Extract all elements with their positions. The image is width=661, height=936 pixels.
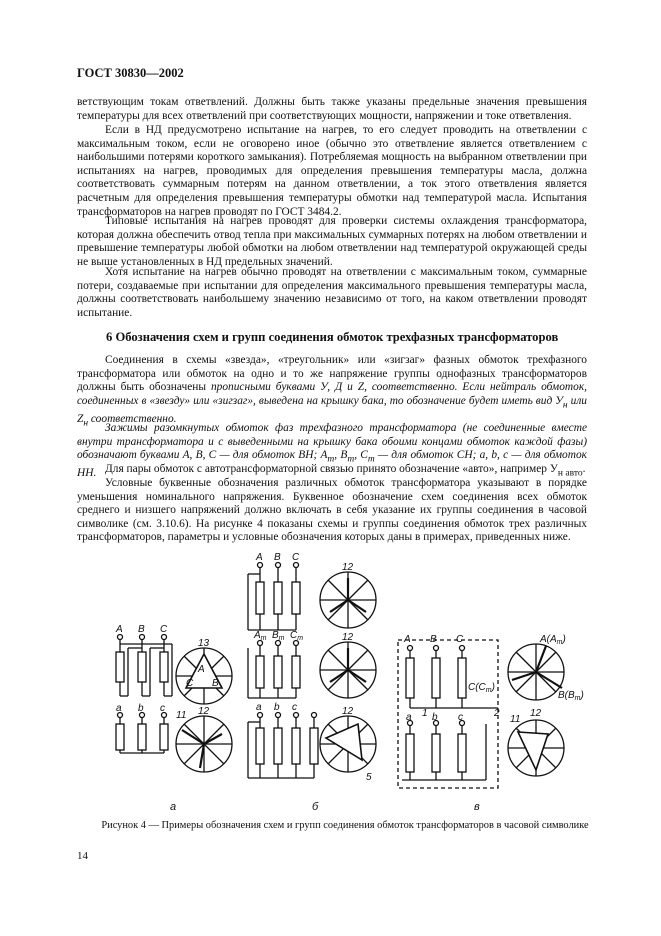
- terminal-label: $B_m$: [272, 630, 285, 642]
- terminal-label: C: [292, 552, 300, 563]
- terminal-label: A: [256, 552, 263, 563]
- terminal-label: b: [432, 712, 438, 723]
- terminal-label: c: [292, 702, 297, 713]
- terminal-label: b: [138, 703, 144, 714]
- figure-caption: Рисунок 4 — Примеры обозначения схем и групп соединения обмоток трансформаторов в часовой символике: [101, 820, 589, 831]
- terminal-label: A: [116, 624, 123, 635]
- panel-label-b: б: [312, 801, 319, 813]
- clock-number: 2: [494, 708, 500, 719]
- panel-label-c: в: [474, 801, 480, 813]
- paragraph: Хотя испытание на нагрев обычно проводят на ответвлении с максимальным током, суммарные потери, создаваемые при испытании для определения максимального превышения температуры масла, должны соответствовать наибольшему значению независимо от того, на каком ответвлении проводят испытание.: [77, 266, 587, 319]
- clock-number: 12: [342, 562, 354, 573]
- terminal-label: a: [406, 712, 412, 723]
- clock-number: 5: [366, 772, 372, 783]
- clock-number: 12: [342, 632, 354, 643]
- section-paragraph: Условные буквенные обозначения различных обмоток трансформатора указывают в порядке уменьшения номинального напряжения. Буквенное обозначение схем соединения всех обмоток среднего и низшего напряжений должно включать в себя указание их группы соединения в часовой символике (см. 3.10.6). На рисунке 4 показаны схемы и группы соединения обмоток трех различных трансформаторов, параметры и условные обозначения которых даны в примерах, приведенных ниже.: [77, 477, 587, 544]
- terminal-label: B: [138, 624, 145, 635]
- paragraph: Типовые испытания на нагрев проводят для проверки системы охлаждения трансформатора, которая должна обеспечить отвод тепла при максимальных суммарных потерях на любом ответвлении и превышение температуры любой обмотки на любом ответвлении над температурой окружающей среды не выше установленных в НД предельных значений.: [77, 215, 587, 268]
- paragraph: ветствующим токам ответвлений. Должны быть также указаны предельные значения превышения температуры для всех ответвлений при соответствующих мощности, напряжении и токе ответвления.: [77, 96, 587, 122]
- section-title: 6 Обозначения схем и групп соединения обмоток трехфазных трансформаторов: [106, 330, 559, 344]
- clock-number: 13: [198, 638, 210, 649]
- terminal-label: A: [404, 634, 411, 645]
- terminal-label: C: [456, 634, 464, 645]
- terminal-label: B: [274, 552, 281, 563]
- winding-diagrams-figure: [100, 548, 600, 813]
- terminal-label: C: [160, 624, 168, 635]
- clock-number: 12: [198, 706, 210, 717]
- clock-phase-label: B: [212, 678, 219, 689]
- terminal-label: a: [256, 702, 262, 713]
- paragraph: Если в НД предусмотрено испытание на нагрев, то его следует проводить на ответвлении с максимальным током, если не оговорено иное (обычно это ответвление является ответвлением с наибольшими потерями короткого замыкания). Потребляемая мощность на выбранном ответвлении при испытаниях на нагрев, проводимых для определения превышения температуры масла, должна соответствовать суммарным потерям на данном ответвлении, а ток этого ответвления является расчетным для определения превышения температуры обмотки над температурой масла. Испытания трансформаторов на нагрев проводят по ГОСТ 3484.2.: [77, 124, 587, 218]
- section-paragraph: Соединения в схемы «звезда», «треугольник» или «зигзаг» фазных обмоток трехфазного трансформатора или обмоток на одно и то же напряжение группы однофазных трансформаторов должны быть обозначены прописными буквами У, Д и Z, соответственно. Если нейтраль обмоток, соединенных в «звезду» или «зигзаг», выведена на крышку бака, то обозначение будет иметь вид $У_н$ или $Z_н$ соответственно.: [77, 354, 587, 428]
- panel-label-a: а: [170, 801, 177, 813]
- autotransformer-label: $B(B_m)$: [558, 690, 584, 702]
- terminal-label: c: [160, 703, 165, 714]
- clock-number: 11: [510, 714, 521, 725]
- clock-number: 11: [176, 710, 187, 721]
- terminal-label: a: [116, 703, 122, 714]
- clock-number: 12: [530, 708, 542, 719]
- section-paragraph: Для пары обмоток с автотрансформаторной связью принято обозначение «авто», например $У_{н авто}$.: [105, 463, 586, 479]
- terminal-label: B: [430, 634, 437, 645]
- page-number: 14: [77, 850, 88, 862]
- terminal-label: b: [274, 702, 280, 713]
- clock-phase-label: C: [186, 678, 194, 689]
- document-header: ГОСТ 30830—2002: [77, 66, 184, 80]
- clock-phase-label: A: [198, 664, 205, 675]
- diagram-panel-b: [248, 563, 376, 779]
- clock-number: 1: [422, 708, 428, 719]
- terminal-label: $C_m$: [290, 630, 304, 642]
- clock-number: 12: [342, 706, 354, 717]
- diagram-panel-a: [116, 635, 232, 773]
- terminal-label: c: [458, 712, 463, 723]
- autotransformer-label: $A(A_m)$: [540, 634, 566, 646]
- terminal-label: $A_m$: [254, 630, 267, 642]
- section-paragraph: Зажимы разомкнутых обмоток фаз трехфазного трансформатора (не соединенные вместе внутри трансформатора и с выведенными на крышку бака обоими концами обмоток каждой фазы) обозначают буквами A, B, C — для обмоток ВН; $A_m$, $B_m$, $C_m$ — для обмоток СН; a, b, c — для обмоток НН.: [77, 422, 587, 480]
- autotransformer-label: $C(C_m)$: [468, 682, 495, 694]
